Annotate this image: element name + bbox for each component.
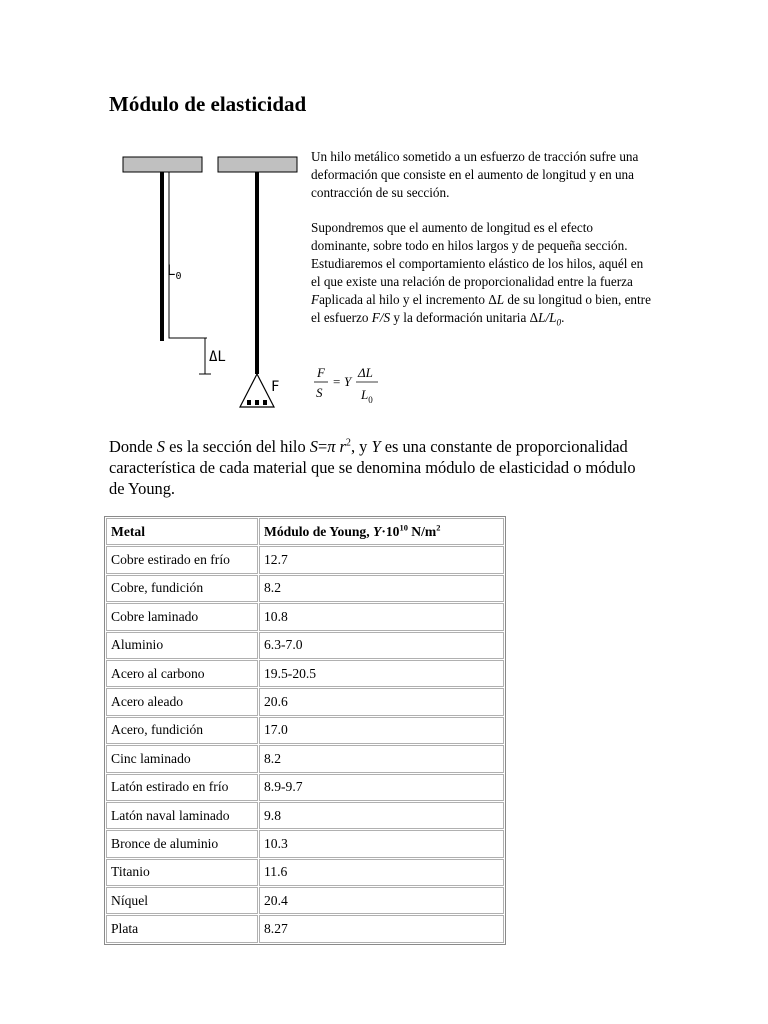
l0-dimension-line — [169, 172, 207, 338]
delta-l-label: ΔL — [209, 349, 226, 365]
l0-label-main: L — [167, 263, 176, 279]
text-span: y la deformación unitaria Δ — [390, 310, 539, 325]
italic-y: Y — [371, 437, 381, 456]
table-row — [106, 802, 504, 829]
cell-metal: Níquel — [106, 887, 258, 914]
cell-metal: Cobre, fundición — [106, 575, 258, 602]
text-span: . — [561, 310, 565, 325]
formula-num-left: F — [317, 365, 325, 380]
eq-s: S — [309, 437, 318, 456]
formula-equals: = — [333, 374, 341, 389]
cell-metal: Acero, fundición — [106, 717, 258, 744]
explanation-paragraph — [311, 219, 651, 327]
italic-fs: F/S — [371, 310, 391, 325]
header-modulo-exp: 10 — [399, 522, 408, 533]
cell-value: 19.5-20.5 — [259, 660, 504, 687]
header-modulo-y: Y — [373, 523, 382, 539]
cell-value: 17.0 — [259, 717, 504, 744]
header-modulo — [259, 518, 504, 545]
weight-mark — [263, 400, 267, 405]
cell-metal: Cobre estirado en frío — [106, 546, 258, 573]
cell-value: 8.9-9.7 — [259, 774, 504, 801]
table-row — [106, 745, 504, 772]
cell-metal: Latón estirado en frío — [106, 774, 258, 801]
header-modulo-unit-exp: 2 — [436, 522, 441, 533]
table-row — [106, 632, 504, 659]
table-row — [106, 774, 504, 801]
formula-den-right-sub: 0 — [368, 395, 373, 405]
cell-value: 10.8 — [259, 603, 504, 630]
intro-paragraph: Un hilo metálico sometido a un esfuerzo de tracción sufre una deformación que consiste en el aumento de longitud y en una contracción de su sección. — [311, 149, 639, 200]
left-support — [123, 157, 202, 172]
table-header-row — [106, 518, 504, 545]
force-label: F — [271, 379, 280, 395]
cell-metal: Latón naval laminado — [106, 802, 258, 829]
cell-value: 9.8 — [259, 802, 504, 829]
cell-value: 8.27 — [259, 915, 504, 942]
ll0-main: L/L — [538, 310, 557, 325]
definition-paragraph — [109, 436, 649, 499]
table-row — [106, 688, 504, 715]
l0-label-sub: 0 — [175, 271, 182, 282]
wire-elongation-diagram — [118, 148, 308, 413]
cell-value: 20.4 — [259, 887, 504, 914]
cell-value: 8.2 — [259, 745, 504, 772]
italic-l: L — [496, 292, 505, 307]
cell-metal: Acero aleado — [106, 688, 258, 715]
right-support — [218, 157, 297, 172]
italic-ll0 — [538, 310, 562, 328]
cell-value: 10.3 — [259, 830, 504, 857]
header-metal: Metal — [106, 518, 258, 545]
cell-value: 12.7 — [259, 546, 504, 573]
text-span: es una constante de proporcionalidad característica de cada material que se denomina módulo de elasticidad o módulo de Young. — [109, 437, 636, 498]
table-row — [106, 660, 504, 687]
formula-den-left: S — [316, 385, 323, 400]
header-modulo-mid: ·10 — [381, 523, 400, 539]
cell-metal: Acero al carbono — [106, 660, 258, 687]
cell-value: 8.2 — [259, 575, 504, 602]
text-span: Supondremos que el aumento de longitud es el efecto dominante, sobre todo en hilos largos y de pequeña sección. Estudiaremos el comportamiento elástico de los hilos, aquél en el que existe una relación de proporcionalidad entre la fuerza — [311, 220, 644, 289]
italic-f: F — [311, 292, 320, 307]
young-formula — [312, 362, 392, 410]
eq-r: r — [335, 437, 346, 456]
formula-den-right — [360, 387, 373, 405]
cell-value: 20.6 — [259, 688, 504, 715]
text-span: aplicada al hilo y el incremento Δ — [319, 292, 497, 307]
page-title: Módulo de elasticidad — [109, 92, 307, 116]
table-row — [106, 546, 504, 573]
table-row — [106, 603, 504, 630]
eq-op: = — [317, 437, 328, 456]
cell-metal: Bronce de aluminio — [106, 830, 258, 857]
cell-metal: Titanio — [106, 859, 258, 886]
table-row — [106, 575, 504, 602]
text-span: de su longitud o bien, entre el esfuerzo — [311, 292, 651, 325]
text-span: Donde — [109, 437, 157, 456]
header-modulo-unit: N/m — [407, 523, 437, 539]
cell-metal: Cinc laminado — [106, 745, 258, 772]
cell-value: 6.3-7.0 — [259, 632, 504, 659]
table-row — [106, 887, 504, 914]
italic-s: S — [156, 437, 165, 456]
text-span: , y — [350, 437, 372, 456]
cell-metal: Cobre laminado — [106, 603, 258, 630]
table-row — [106, 915, 504, 942]
formula-coef: Y — [344, 374, 352, 389]
cell-metal: Aluminio — [106, 632, 258, 659]
eq-exp: 2 — [345, 437, 351, 449]
eq-pi: π — [327, 437, 336, 456]
table-row — [106, 830, 504, 857]
header-modulo-pre: Módulo de Young, — [264, 523, 374, 539]
table-row — [106, 859, 504, 886]
table-row — [106, 717, 504, 744]
cell-value: 11.6 — [259, 859, 504, 886]
ll0-sub: 0 — [556, 317, 562, 328]
cell-metal: Plata — [106, 915, 258, 942]
weight-mark — [247, 400, 251, 405]
formula-den-right-main: L — [361, 387, 369, 402]
weight-mark — [255, 400, 259, 405]
text-span: es la sección del hilo — [165, 437, 310, 456]
formula-num-right: ΔL — [358, 365, 373, 380]
young-modulus-table — [104, 516, 506, 945]
